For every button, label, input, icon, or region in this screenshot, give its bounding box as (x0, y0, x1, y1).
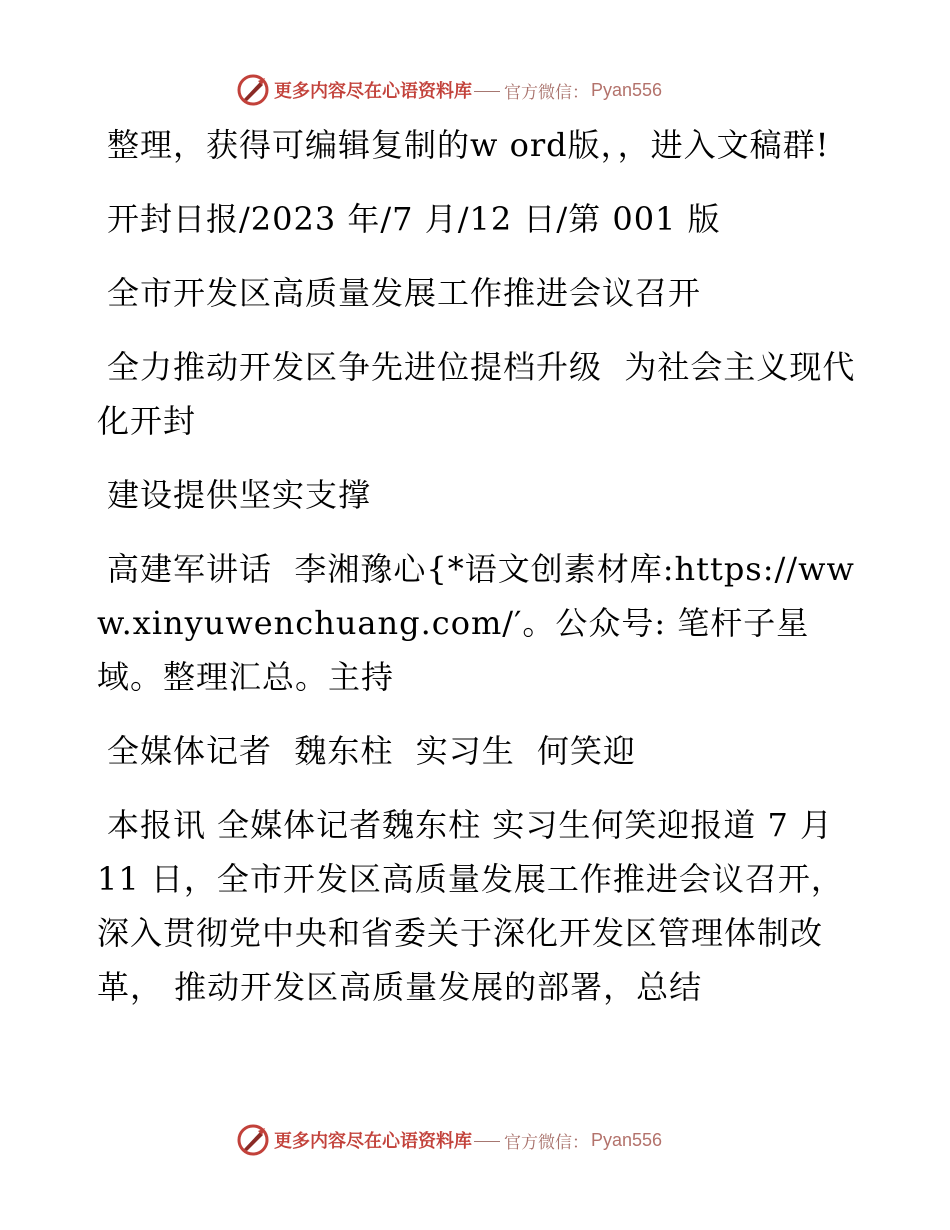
footer-watermark (236, 1123, 662, 1157)
watermark-label: 官方微信： (504, 82, 589, 103)
watermark-dash (474, 1141, 500, 1142)
paragraph-subheadline: 全力推动开发区争先进位提档升级 为社会主义现代化开封 (97, 348, 856, 440)
paragraph-speakers: 高建军讲话 李湘豫心{*语文创素材库:https://www.xinyuwenchuang.com/′。公众号: 笔杆子星域。整理汇总。主持 (97, 550, 855, 696)
paragraph-intro: 整理，获得可编辑复制的w ord版，，进入文稿群! (107, 126, 830, 164)
paragraph-body: 本报讯 全媒体记者魏东柱 实习生何笑迎报道 7 月 11 日，全市开发区高质量发展工作推进会议召开， 深入贯彻党中央和省委关于深化开发区管理体制改革， 推动开发区高质量发展的部署，总结 (97, 806, 856, 1006)
watermark-label: 官方微信： (504, 1132, 589, 1153)
paragraph-subheadline-cont: 建设提供坚实支撑 (107, 476, 372, 514)
watermark-id: Pyan556 (591, 1129, 663, 1150)
watermark-dash (474, 91, 500, 92)
paragraph-dateline: 开封日报/2023 年/7 月/12 日/第 001 版 (107, 200, 721, 238)
header-watermark (236, 73, 662, 107)
quill-seal-icon (236, 1123, 270, 1157)
quill-seal-icon (236, 73, 270, 107)
watermark-main-text: 更多内容尽在心语资料库 (274, 81, 472, 102)
watermark-id: Pyan556 (591, 79, 663, 100)
paragraph-headline: 全市开发区高质量发展工作推进会议召开 (107, 274, 702, 312)
document-body (97, 118, 857, 1034)
paragraph-byline: 全媒体记者 魏东柱 实习生 何笑迎 (107, 732, 637, 770)
watermark-main-text: 更多内容尽在心语资料库 (274, 1131, 472, 1152)
